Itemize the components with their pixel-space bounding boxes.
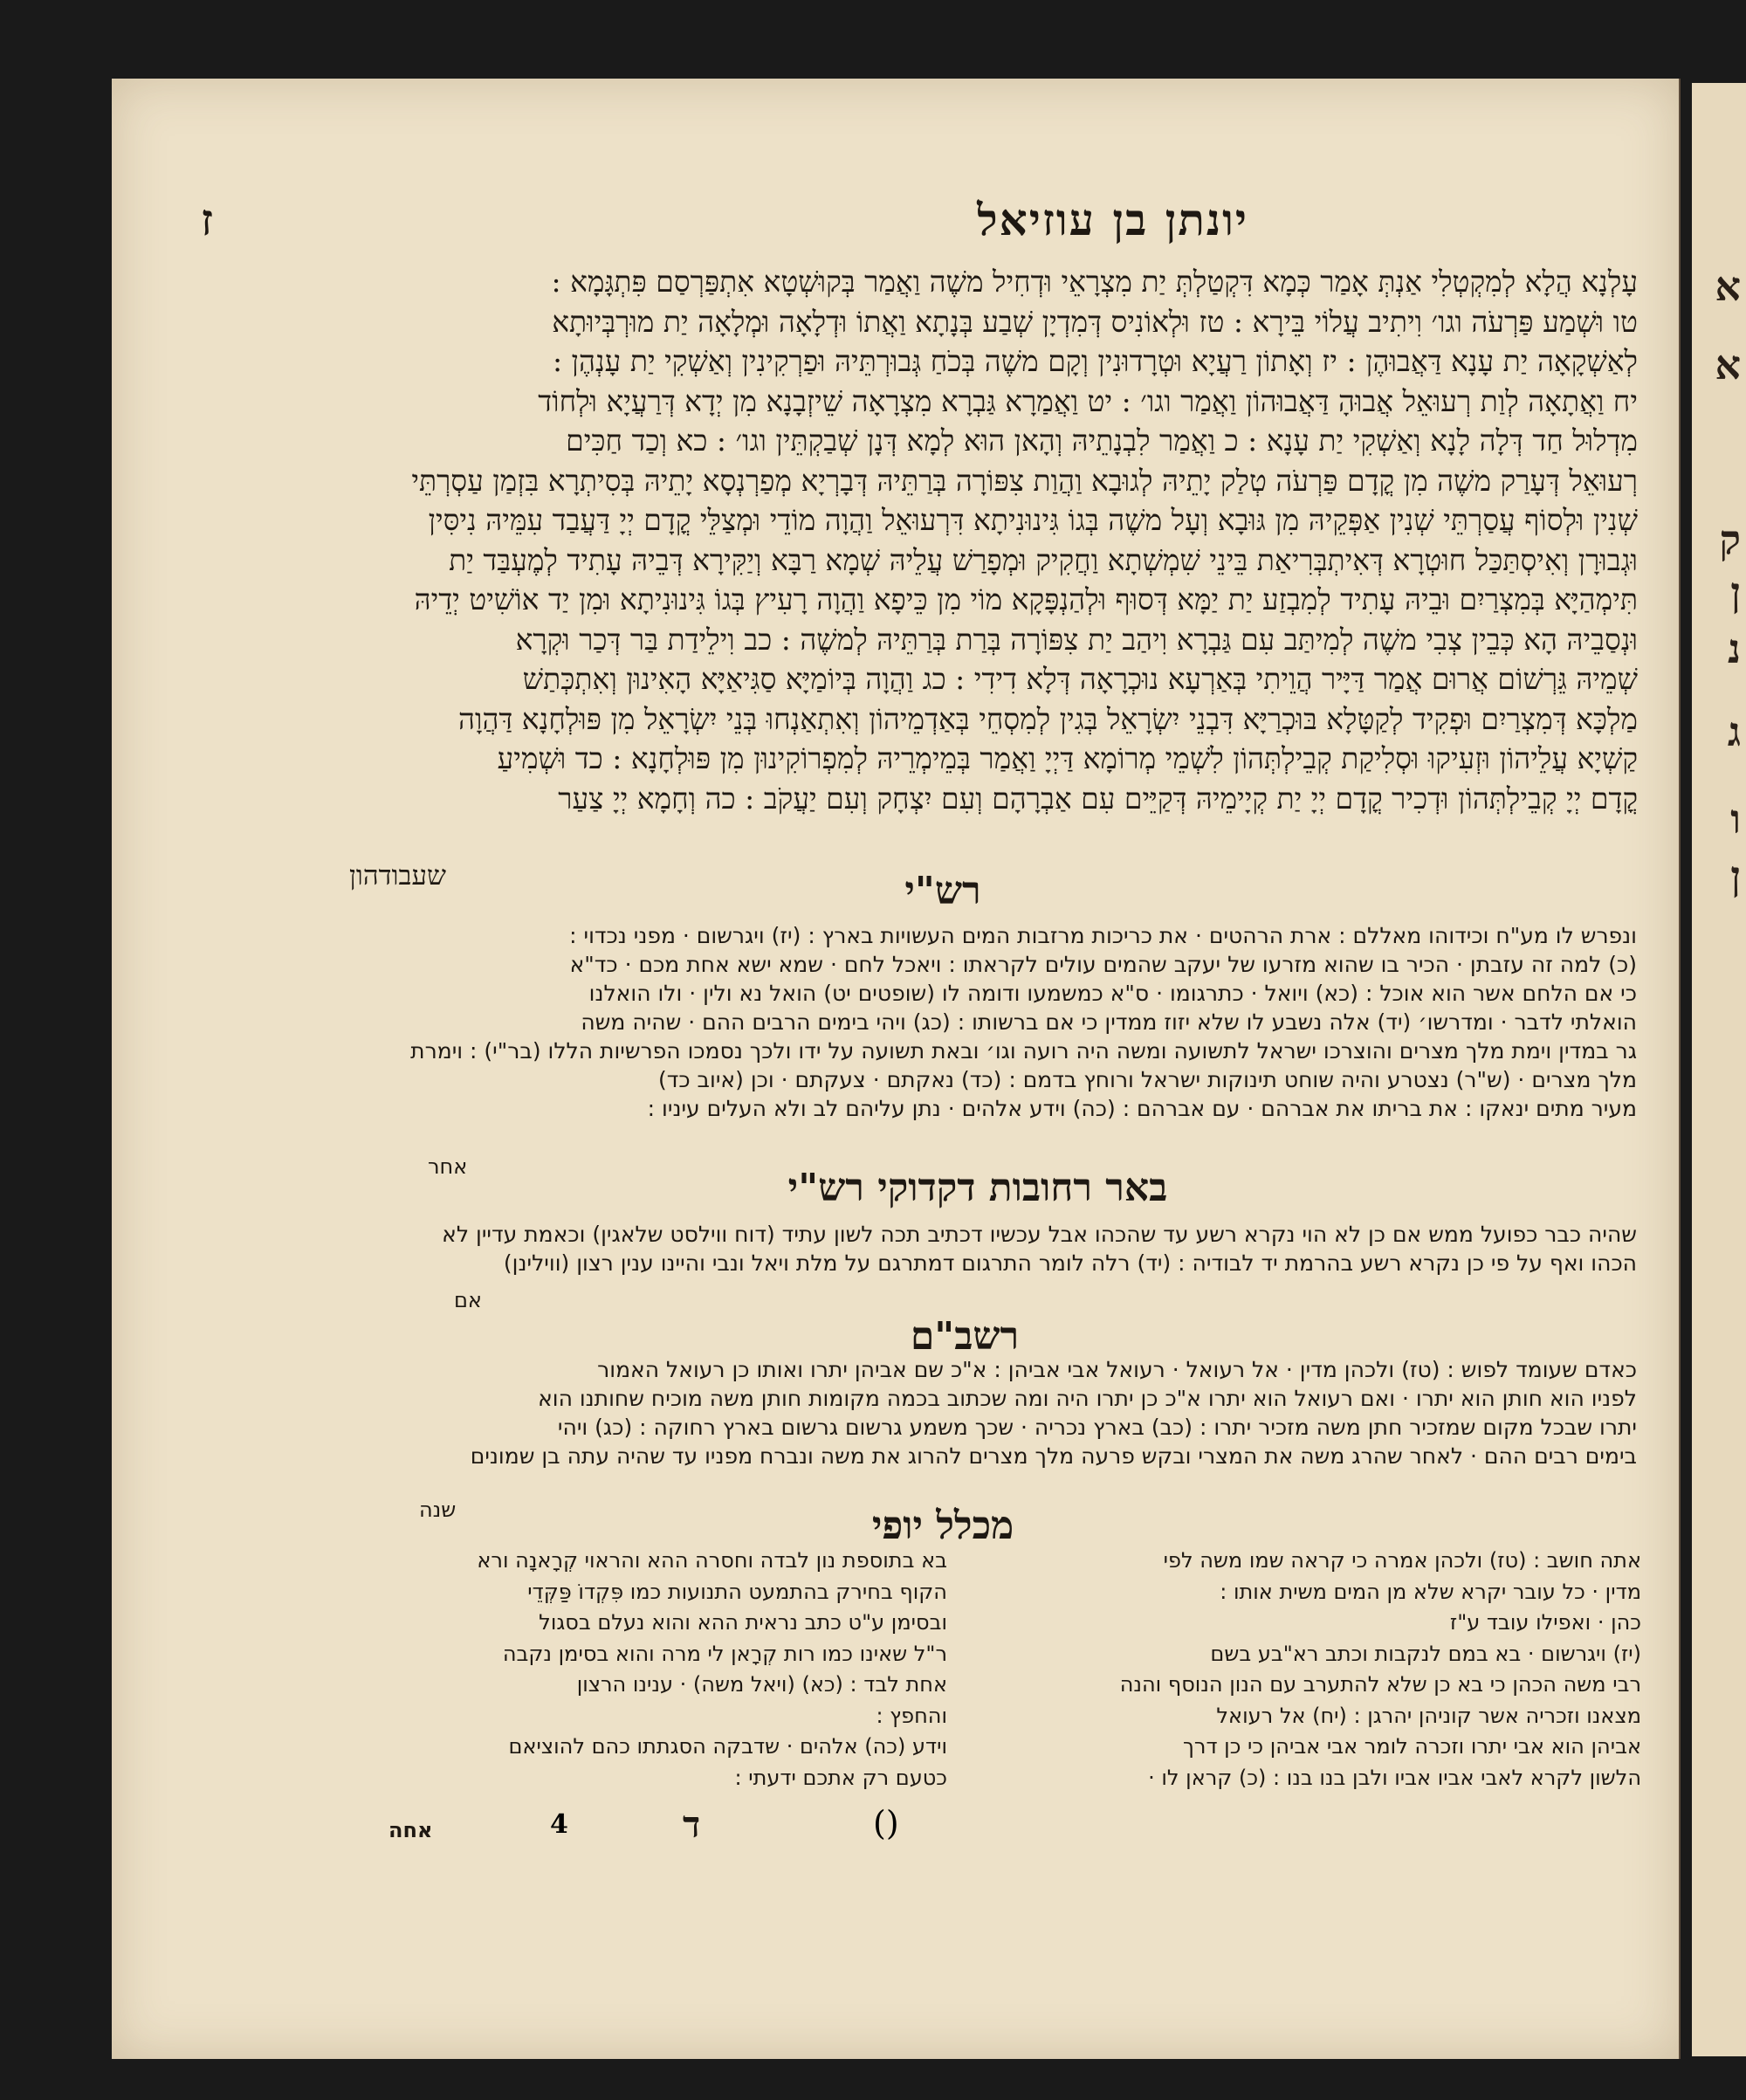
targum-line: שְׁנִין וּלְסוֹף עֲסַרְתֵּי שְׁנִין אַפְּקֵיהּ מִן גּוּבָא וְעָל משֶׁה בְּגוֹ גִּינוּנִיתָא דִּרְעוּאֵל וַהֲוָה מוֹדֵי וּמְצַלֵּי קֳדָם יְיָ דַּעֲבַד עִמֵּיהּ נִיסִּין — [428, 503, 1638, 537]
facing-page-letter: ן — [1730, 852, 1741, 899]
michlal-line: והחפץ : — [876, 1703, 947, 1728]
beer-rechovot-commentary — [301, 1220, 1637, 1277]
page-title: יונתן בן עוזיאל — [977, 194, 1248, 245]
targum-line: טו וּשְׁמַע פַּרְעֹה וגו׳ וִיתִיב עֲלוֹי בֵּירָא : טז וּלְאוֹנִיס דְּמִדְיָן שְׁבַע בְּנָתָא וַאֲתוֹ וּדְלָאָה וּמְלָאָה יַת מוּרְבְּיוּתָא — [552, 304, 1638, 339]
rashbam-line: יתרו שבכל מקום שמזכיר חתן משה מזכיר יתרו : (כב) בארץ נכריה · שכך משמע גרשום גרשום בארץ רחוקה : (כג) ויהי — [557, 1415, 1637, 1440]
facing-page-letter: ן — [1730, 568, 1741, 616]
targum-line: וּגְבוּרָן וְאִיסְתַּכַּל חוּטְרָא דְּאִיתְבְּרִיאַת בֵּינֵי שִׁמְשְׁתָא וַחֲקִיק וּמְפָרַשׁ עֲלֵיהּ שְׁמָא רַבָּא וְיַקִּירָא דְּבֵיהּ עָתִיד לְמֶעְבַּד יַת — [449, 542, 1638, 577]
targum-line: מִדְלוּל חַד דְּלָה לָנָא וְאַשְׁקִי יַת עָנָא : כ וַאֲמַר לִבְנָתֵיהּ וְהָאן הוּא לְמָא דְּנָן שְׁבַקְתֵּין וגו׳ : כא וְכַד חַכִּים — [566, 423, 1638, 458]
michlal-left-column — [301, 1546, 947, 1794]
facing-page-letter: ו — [1730, 795, 1741, 843]
signature-number: 4 — [550, 1809, 568, 1840]
michlal-line: (יז) ויגרשום · בא במם לנקבות וכתב רא"בע בשם — [1210, 1641, 1641, 1666]
michlal-line: ובסימן ע"ט כתב נראית ההא והוא נעלם בסגול — [539, 1610, 947, 1635]
michlal-line: אביהן הוא אבי יתרו וזכרה לומר אבי אביהן כי כן דרך — [1183, 1734, 1641, 1759]
rashi-line: (כ) למה זה עזבתן · הכיר בו שהוא מזרעו של יעקב שהמים עולים לקראתו : ויאכל לחם · שמא ישא אחת מכם · כד"א — [569, 952, 1637, 977]
facing-page-letter: ק — [1719, 516, 1741, 563]
rashbam-heading: רשב"ם — [910, 1314, 1020, 1359]
beer-line: הכהו ואף על פי כן נקרא רשע בהרמת יד לבודיה : (יד) רלה לומר התרגום דמתרגם על מלת ויאל ונבי והיינו ענין רצון (ווילינן) — [503, 1250, 1637, 1276]
michlal-line: כטעם רק אתכם ידעתי : — [734, 1765, 947, 1790]
signature-letter: ד — [683, 1803, 701, 1846]
rashi-line: מלך מצרים · (ש"ר) נצטרע והיה שוחט תינוקות ישראל ורוחץ בדמם : (כד) נאקתם · צעקתם · וכן (איוב כד) — [657, 1067, 1637, 1092]
michlal-line: הקוף בחירק בהתמעט התנועות כמו פִּקְדוֹ פַּקְּדֵי — [527, 1579, 947, 1604]
michlal-line: מדין · כל עובר יקרא שלא מן המים משית אותו : — [1220, 1579, 1641, 1604]
facing-page-letter: נ — [1728, 625, 1741, 672]
targum-end-word: שעבודהון — [349, 860, 446, 892]
beer-end-word: אם — [454, 1288, 482, 1312]
rashbam-line: כאדם שעומד לפוש : (טז) ולכהן מדין · אל רעואל · רעואל אבי אביהן : א"כ שם אביהן יתרו ואותו כן רעואל האמור — [597, 1357, 1637, 1382]
targum-line: שְׁמֵיהּ גֵּרְשׁוֹם אֲרוּם אֲמַר דַּיָּיר הֲוֵיתִי בְּאַרְעָא נוּכְרָאָה דְּלָא דִידִי : כג וַהֲוָה בְּיוֹמַיָּא סַגִּיאַיָּא הָאִינוּן וְאִתְכְּתַשׁ — [522, 662, 1638, 696]
rashbam-line: לפניו הוא חותן הוא יתרו · ואם רעואל הוא יתרו א"כ כן יתרו היה ומה שכתוב בכמה מקומות חותן משה מוכיח שחותנו הוא — [538, 1386, 1637, 1411]
facing-page-letter: א — [1715, 263, 1741, 310]
michlal-yofi-heading: מכלל יופי — [871, 1504, 1014, 1548]
michlal-line: ר"ל שאינו כמו רות קְרָאן לי מרה והוא בסימן נקבה — [502, 1641, 947, 1666]
facing-page-letter: א — [1715, 341, 1741, 389]
rashi-end-word: אחר — [428, 1154, 468, 1179]
targum-line: קֳדָם יְיָ קְבֵילְתְּהוֹן וּדְכִיר קֳדָם יְיָ יַת קְיָימֵיהּ דְּקַיֵּים עִם אַבְרָהָם וְעִם יִצְחָק וְעִם יַעֲקֹב : כה וְחָמָא יְיָ צַעַר — [558, 781, 1638, 816]
running-head — [201, 194, 1406, 255]
michlal-line: אחת לבד : (כא) (ויאל משה) · ענינו הרצון — [576, 1672, 947, 1697]
michlal-line: מצאנו וזכריה אשר קוניהן יהרגן : (יח) אל רעואל — [1216, 1703, 1641, 1728]
page-number-letter: ז — [201, 194, 213, 245]
michlal-line: רבי משה הכהן כי בא כן שלא להתערב עם הנון הנוסף והנה — [1119, 1672, 1641, 1697]
targum-line: קַשְׁיָא עֲלֵיהוֹן וּזְעִיקוּ וּסְלִיקַת קְבֵילְתְּהוֹן לִשְׁמֵי מְרוֹמָא דַּיְיָ וַאֲמַר בְּמֵימְרֵיהּ לְמִפְרוֹקִינוּן מִן פּוּלְחָנָא : כד וּשְׁמִיעַ — [497, 741, 1638, 775]
rashbam-end-word: שנה — [419, 1498, 457, 1522]
rashi-commentary — [301, 921, 1637, 1123]
beer-rechovot-heading: באר רחובות דקדוקי רש"י — [787, 1166, 1168, 1210]
michlal-line: הלשון לקרא לאבי אביו אביו ולבן בנו בנו : (כ) קראן לו · — [1148, 1765, 1641, 1790]
targum-line: תִּימְהַיָּא בְּמִצְרַיִם וּבֵיהּ עָתִיד לְמִבְזַע יַת יַמָּא דְּסוּף וּלְהַנְפָּקָא מוֹי מִן כֵּיפָא וַהֲוָה רָעִיץ בְּגוֹ גִּינוּנִיתָא וּמִן יַד אוֹשִׁיט יְדֵיהּ — [414, 582, 1638, 616]
michlal-line: בא בתוספת נון לבדה וחסרה ההא והראוי קְרָאנָה ורא — [477, 1548, 947, 1573]
beer-line: שהיה כבר כפועל ממש אם כן לא הוי נקרא רשע עד שהכהו אבל עכשיו דכתיב תכה לשון עתיד (דוח ווילסט שלאגין) וכאמת עדיין לא — [442, 1222, 1637, 1247]
rashbam-line: בימים רבים ההם · לאחר שהרג משה את המצרי ובקש פרעה מלך מצרים להרוג את משה ונברח מפניו עד שהיה עתה בן שמונים — [470, 1443, 1637, 1469]
targum-line: וּנְסַבֵיהּ הָא כְּבֵין צְבִי משֶׁה לְמִיתַּב עִם גַּבְרָא וִיהַב יַת צִפּוֹרָה בְּרַת בְּרַתֵּיהּ לְמשֶׁה : כב וִילֵידַת בַּר דְּכַר וּקְרָא — [515, 622, 1638, 657]
rashi-line: כי אם הלחם אשר הוא אוכל : (כא) ויואל · כתרגומו · ס"א כמשמעו ודומה לו (שופטים יט) הואל נא ולין · ולו הואלנו — [588, 981, 1637, 1006]
rashi-line: ונפרש לו מע"ח וכידוהו מאללם : ארת הרהטים · את כריכות מרזבות המים העשויות בארץ : (יז) ויגרשום · מפני נכדוי : — [569, 923, 1637, 948]
michlal-line: כהן · ואפילו עובד ע"ז — [1449, 1610, 1641, 1635]
michlal-right-column — [1013, 1546, 1641, 1794]
empty-parentheses: () — [873, 1804, 899, 1842]
rashi-heading: רש"י — [904, 869, 981, 913]
targum-text-block — [206, 262, 1638, 818]
targum-line: לְאַשְׁקָאָה יַת עָנָא דַּאֲבוּהֶן : יז וְאָתוֹן רַעֲיָא וּטְרָדוּנִין וְקָם משֶׁה בְּכֹחַ גְּבוּרְתֵּיהּ וּפַרְקִינִין וְאַשְׁקִי יַת עָנְהֶן : — [552, 344, 1638, 378]
rashi-line: מעיר מתים ינאקו : את בריתו את אברהם · עם אברהם : (כה) וידע אלהים · נתן עליהם לב ולא העלים עיניו : — [647, 1096, 1637, 1121]
michlal-line: אתה חושב : (טז) ולכהן אמרה כי קראה שמו משה לפי — [1163, 1548, 1641, 1573]
facing-page-letter: ג — [1727, 708, 1741, 755]
targum-line: רְעוּאֵל דְּעָרַק משֶׁה מִן קֳדָם פַּרְעֹה טְלַק יָתֵיהּ לְגוּבָא וַהֲוַת צִפּוֹרָה בְּרַתֵּיהּ דְּבָרְיָא מְפַרְנְסָא יָתֵיהּ בְּסִיתְרָא בִּזְמַן עַסְרְתֵּי — [411, 463, 1638, 498]
michlal-line: וידע (כה) אלהים · שדבקה הסגתתו כהם להוציאם — [508, 1734, 947, 1759]
rashbam-commentary — [301, 1355, 1637, 1470]
targum-line: מַלְכָּא דְּמִצְרַיִם וּפְקִיד לְקַטָּלָא בּוּכְרַיָּא דִּבְנֵי יִשְׂרָאֵל בְּגִין לְמִסְחֵי בְּאַדְמֵיהוֹן וְאִתְאַנְחוּ בְּנֵי יִשְׂרָאֵל מִן פּוּלְחָנָא דַּהֲוָה — [458, 701, 1638, 736]
rashi-line: גר במדין וימת מלך מצרים והוצרכו ישראל לתשועה ומשה היה רועה וגו׳ ובאת תשועה על ידו ולכך נסמכו הפרשיות הללו (בר"י) : וימרת — [410, 1038, 1637, 1064]
targum-line: יח וַאֲתָאָה לְוַת רְעוּאֵל אֲבוּהָ דַּאֲבוּהוֹן וַאֲמַר וגו׳ : יט וַאֲמַרָא גַּבְרָא מִצְרָאָה שֵׁיזְבָנָא מִן יְדָא דְּרַעֲיָא וּלְחוֹד — [538, 383, 1638, 418]
facing-page-edge — [1692, 83, 1746, 2056]
targum-line: עָלְנָא הֲלָא לְמִקְטְלִי אַנְתְּ אָמַר כְּמָא דִּקְטַלְתְּ יַת מִצְרָאֵי וּדְחִיל משֶׁה וַאֲמַר בְּקוּשְׁטָא אִתְפַּרְסַם פִּתְגָּמָא : — [551, 265, 1638, 299]
rashi-line: הואלתי לדבר · ומדרשו׳ (יד) אלה נשבע לו שלא יזוז ממדין כי אם ברשותו : (כג) ויהי בימים הרבים ההם · שהיה משה — [581, 1009, 1637, 1035]
michlal-end-word: אחה — [388, 1818, 433, 1842]
